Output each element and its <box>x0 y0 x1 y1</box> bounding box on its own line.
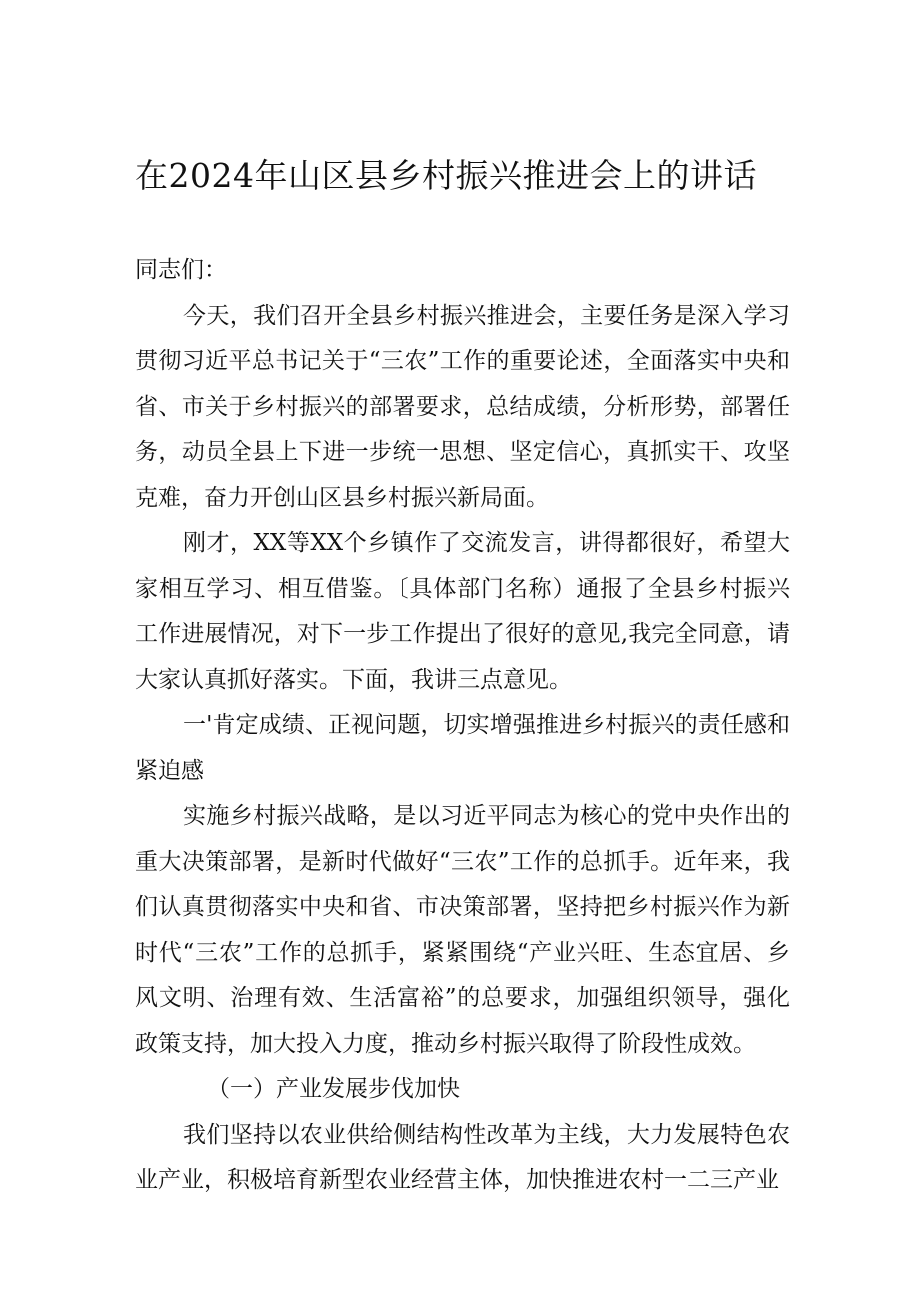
paragraph-intro: 今天，我们召开全县乡村振兴推进会，主要任务是深入学习贯彻习近平总书记关于“三农”工作的重要论述，全面落实中央和省、市关于乡村振兴的部署要求，总结成绩，分析形势，部署任务，动员全县上下进一步统一思想、坚定信心，真抓实干、攻坚克难，奋力开创山区县乡村振兴新局面。 <box>135 302 790 511</box>
document-title: 在2024年山区县乡村振兴推进会上的讲话 <box>135 156 757 195</box>
document-body <box>135 248 790 1204</box>
salutation: 同志们： <box>135 257 227 283</box>
section-heading-1: 一'肯定成绩、正视问题，切实增强推进乡村振兴的责任感和紧迫感 <box>135 712 790 784</box>
subsection-heading-1: （一）产业发展步伐加快 <box>207 1076 460 1102</box>
paragraph-remarks: 刚才，XX等XX个乡镇作了交流发言，讲得都很好，希望大家相互学习、相互借鉴。〔具体部门名称）通报了全县乡村振兴工作进展情况，对下一步工作提出了很好的意见,我完全同意，请大家认真抓好落实。下面，我讲三点意见。 <box>135 530 790 693</box>
paragraph-achievements: 实施乡村振兴战略，是以习近平同志为核心的党中央作出的重大决策部署，是新时代做好“三农”工作的总抓手。近年来，我们认真贯彻落实中央和省、市决策部署，坚持把乡村振兴作为新时代“三农”工作的总抓手，紧紧围绕“产业兴旺、生态宜居、乡风文明、治理有效、生活富裕”的总要求，加强组织领导，强化政策支持，加大投入力度，推动乡村振兴取得了阶段性成效。 <box>135 803 790 1057</box>
paragraph-industry: 我们坚持以农业供给侧结构性改革为主线，大力发展特色农业产业，积极培育新型农业经营主体，加快推进农村一二三产业 <box>135 1121 790 1193</box>
